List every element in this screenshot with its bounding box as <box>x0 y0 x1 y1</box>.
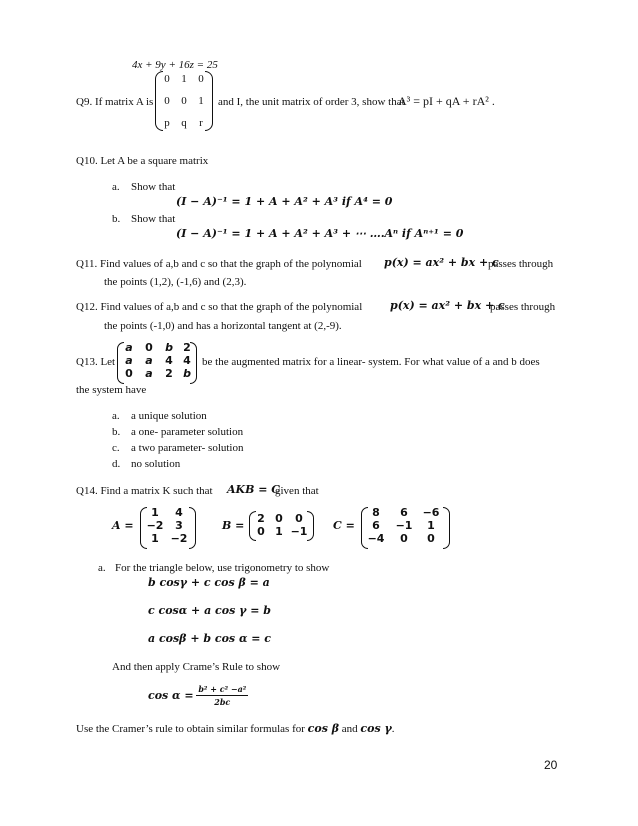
matrix-cell: a <box>145 354 153 367</box>
q14-crame-text: And then apply Crame’s Rule to show <box>112 661 281 673</box>
matrix-cell: 0 <box>181 95 187 107</box>
matrix-cell: a <box>125 354 133 367</box>
q10-b-formula: (I − A)⁻¹ = 1 + A + A² + A³ + ⋯ ….Aⁿ if Aⁿ⁺¹ = 0 <box>176 227 464 240</box>
q9-prefix: Q9. If matrix A is <box>76 96 154 108</box>
matrix-cell: 0 <box>145 341 153 354</box>
q14-trig-eq-1: b cosγ + c cos β = a <box>148 576 270 589</box>
matrix-cell: 1 <box>181 73 187 85</box>
cos-alpha-lhs: cos α = <box>148 689 194 702</box>
matrix-cell: 1 <box>198 95 204 107</box>
q14-A-right-paren <box>189 507 196 549</box>
matrix-cell: q <box>181 117 187 129</box>
q11-line1: Q11. Find values of a,b and c so that the graph of the polynomial <box>76 258 362 270</box>
q13-option-d: no solution <box>131 458 181 470</box>
q13-prefix: Q13. Let <box>76 356 116 368</box>
matrix-cell: 8 <box>372 506 380 519</box>
matrix-cell: p <box>164 117 170 129</box>
matrix-cell: 0 <box>427 532 435 545</box>
matrix-cell: 2 <box>257 512 265 525</box>
final-cos-gamma: cos γ <box>360 722 392 735</box>
q10-b-text: Show that <box>131 213 176 225</box>
matrix-cell: 3 <box>175 519 183 532</box>
matrix-cell: 4 <box>165 354 173 367</box>
q13-option-d-label: d. <box>112 458 121 470</box>
q14-equation: AKB = C <box>227 483 281 496</box>
q14-matrix-C <box>365 506 445 548</box>
q14-final-line <box>76 722 395 735</box>
final-cos-beta: cos β <box>307 722 340 735</box>
q13-line2: the system have <box>76 384 147 396</box>
q13-option-b: a one- parameter solution <box>131 426 244 438</box>
q9-formula: A³ = pI + qA + rA² . <box>398 94 495 108</box>
matrix-cell: −6 <box>422 506 440 519</box>
q11-line2: the points (1,2), (-1,6) and (2,3). <box>104 276 247 288</box>
page-number: 20 <box>544 758 558 772</box>
matrix-cell: 2 <box>183 341 191 354</box>
q14-text: Q14. Find a matrix K such that <box>76 485 213 497</box>
q14-text-end: given that <box>275 485 319 497</box>
matrix-cell: 6 <box>400 506 408 519</box>
q14-C-right-paren <box>443 507 450 549</box>
matrix-cell: 0 <box>164 73 170 85</box>
q13-option-b-label: b. <box>112 426 121 438</box>
q14-matrix-A <box>145 506 193 548</box>
matrix-cell: 4 <box>183 354 191 367</box>
q14-B-label: B = <box>222 519 245 532</box>
q10-a-formula: (I − A)⁻¹ = 1 + A + A² + A³ if A⁴ = 0 <box>176 195 393 208</box>
q11-line1-end: passes through <box>488 258 554 270</box>
final-text: Use the Cramer’s rule to obtain similar formulas for <box>76 723 305 735</box>
q13-matrix-right-paren <box>190 342 197 384</box>
top-equation: 4x + 9y + 16z = 25 <box>132 59 218 71</box>
matrix-cell: a <box>145 367 153 380</box>
matrix-cell: −1 <box>290 525 308 538</box>
q12-line2: the points (-1,0) and has a horizontal tangent at (2,-9). <box>104 320 342 332</box>
matrix-cell: 4 <box>175 506 183 519</box>
q10-a-label: a. <box>112 181 120 193</box>
q12-line1-end: passes through <box>490 301 556 313</box>
q14-B-right-paren <box>307 511 314 541</box>
q13-option-a: a unique solution <box>131 410 207 422</box>
q13-option-c: a two parameter- solution <box>131 442 244 454</box>
q14-trig-eq-2: c cosα + a cos γ = b <box>148 604 271 617</box>
q11-polynomial: p(x) = ax² + bx + c <box>384 256 499 269</box>
q13-matrix <box>122 341 194 383</box>
matrix-cell: 0 <box>400 532 408 545</box>
q14-trig-eq-3: a cosβ + b cos α = c <box>148 632 271 645</box>
matrix-cell: −2 <box>170 532 188 545</box>
q12-polynomial: p(x) = ax² + bx + c <box>390 299 505 312</box>
matrix-cell: −1 <box>395 519 413 532</box>
final-period: . <box>391 723 395 735</box>
q14-C-label: C = <box>333 519 355 532</box>
q14-A-label: A = <box>112 519 134 532</box>
matrix-cell: 1 <box>275 525 283 538</box>
q9-matrix-right-paren <box>205 71 213 131</box>
q10-intro: Q10. Let A be a square matrix <box>76 155 209 167</box>
matrix-cell: 6 <box>372 519 380 532</box>
matrix-cell: 0 <box>164 95 170 107</box>
fraction-numerator: b² + c² −a² <box>198 684 247 694</box>
q10-a-text: Show that <box>131 181 176 193</box>
q14-part-a-label: a. <box>98 562 106 574</box>
matrix-cell: 0 <box>275 512 283 525</box>
matrix-cell: b <box>183 367 191 380</box>
q13-text: be the augmented matrix for a linear- system. For what value of a and b does <box>202 356 540 368</box>
q14-part-a-text: For the triangle below, use trigonometry to show <box>115 562 330 574</box>
fraction-denominator: 2bc <box>214 697 231 707</box>
q12-line1: Q12. Find values of a,b and c so that the graph of the polynomial <box>76 301 363 313</box>
q10-b-label: b. <box>112 213 121 225</box>
matrix-cell: 0 <box>257 525 265 538</box>
q9-mid-text: and I, the unit matrix of order 3, show that <box>218 96 405 108</box>
q9-matrix <box>160 73 210 129</box>
matrix-cell: 2 <box>165 367 173 380</box>
matrix-cell: 1 <box>151 532 159 545</box>
matrix-cell: 0 <box>295 512 303 525</box>
matrix-cell: −4 <box>367 532 385 545</box>
q13-option-c-label: c. <box>112 442 120 454</box>
q13-option-a-label: a. <box>112 410 120 422</box>
matrix-cell: −2 <box>146 519 164 532</box>
matrix-cell: b <box>165 341 173 354</box>
matrix-cell: 0 <box>125 367 133 380</box>
matrix-cell: a <box>125 341 133 354</box>
matrix-cell: r <box>199 117 203 129</box>
matrix-cell: 0 <box>198 73 204 85</box>
q14-matrix-B <box>254 512 310 540</box>
final-and: and <box>341 723 358 735</box>
matrix-cell: 1 <box>151 506 159 519</box>
q14-cos-alpha-formula <box>148 684 248 707</box>
cos-alpha-fraction <box>196 684 248 707</box>
matrix-cell: 1 <box>427 519 435 532</box>
